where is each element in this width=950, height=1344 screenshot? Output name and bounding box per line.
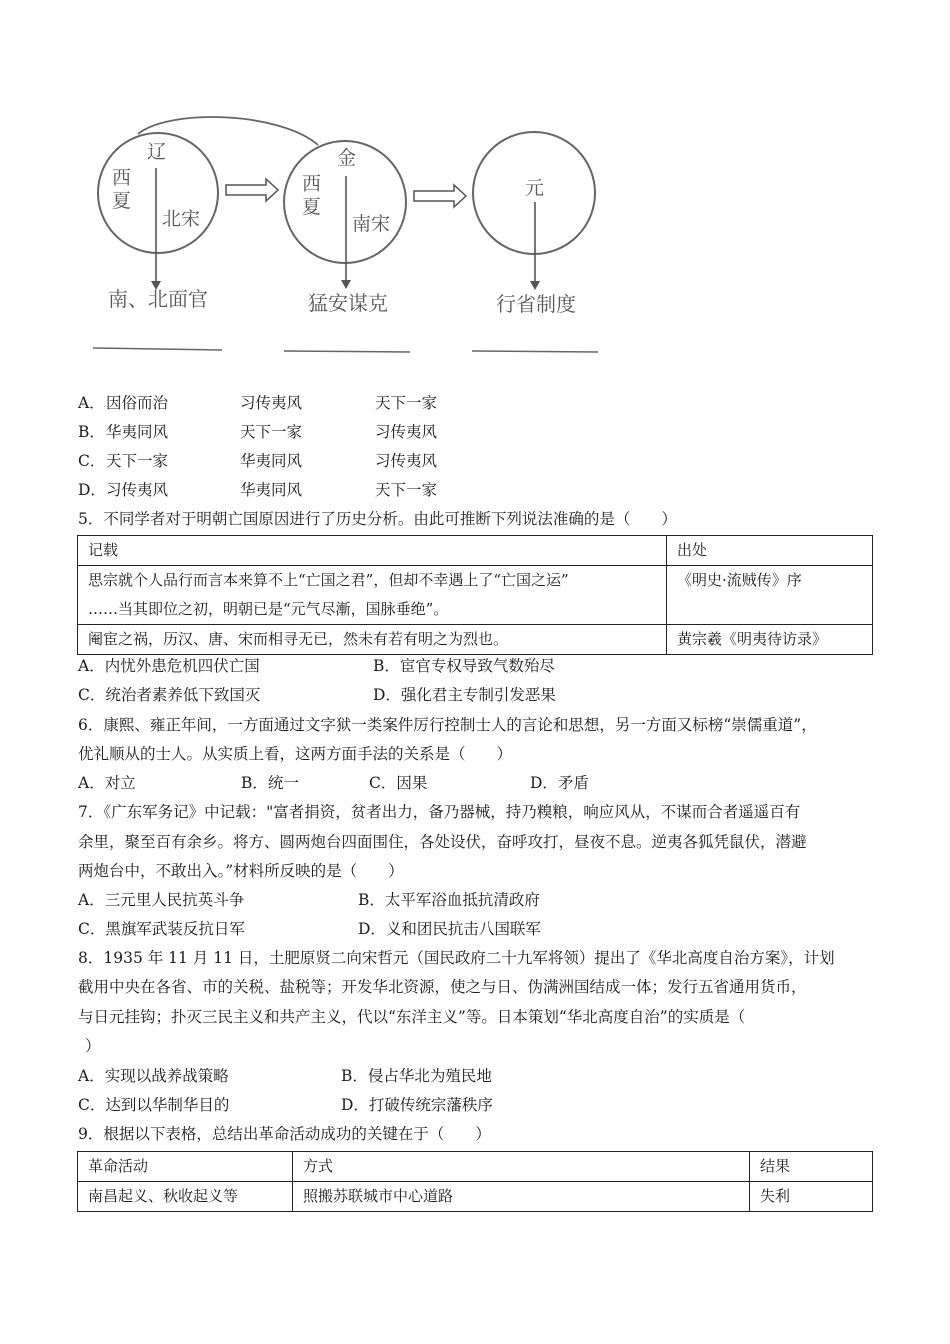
- dynasty-diagram: [0, 0, 950, 390]
- table-header: 革命活动: [78, 1152, 293, 1182]
- circle1-result: 南、北面官: [108, 287, 208, 311]
- table-row: [78, 566, 873, 625]
- q7-stem-line3: 两炮台中，不敢出入。”材料所反映的是（ ）: [78, 862, 404, 880]
- q5-option-c[interactable]: C．统治者素养低下致国灭: [78, 686, 261, 704]
- q6-option-a[interactable]: A．对立: [78, 774, 136, 792]
- q8-stem-line2: 截用中央在各省、市的关税、盐税等；开发华北资源，使之与日、伪满洲国结成一体；发行五省通用货币，: [78, 978, 807, 996]
- table-cell: 阉宦之祸，历汉、唐、宋而相寻无已，然未有若有明之为烈也。: [78, 625, 667, 655]
- circle2-result: 猛安谋克: [308, 291, 388, 315]
- table-cell: 思宗就个人品行而言本来算不上“亡国之君”，但却不幸遇上了“亡国之运” ……当其即位之初，明朝已是“元气尽漸，国脉垂绝”。: [78, 566, 667, 625]
- answer-blank-2: [284, 351, 410, 352]
- circle1-left2: 夏: [112, 190, 132, 212]
- table-cell: 《明史·流贼传》序: [667, 566, 873, 625]
- answer-blank-3: [472, 351, 598, 352]
- q9-table: [77, 1151, 873, 1212]
- q5-option-b[interactable]: B．宦官专权导致气数殆尽: [373, 657, 555, 675]
- table-cell: 黄宗羲《明夷待访录》: [667, 625, 873, 655]
- q5-stem: 5．不同学者对于明朝亡国原因进行了历史分析。由此可推断下列说法准确的是（ ）: [78, 510, 677, 528]
- q5-option-d[interactable]: D．强化君主专制引发恶果: [373, 686, 556, 704]
- circle3-result: 行省制度: [496, 292, 576, 316]
- table-cell: 南昌起义、秋收起义等: [78, 1182, 293, 1212]
- double-arrow-2: [414, 185, 466, 207]
- q8-stem-line4: ）: [85, 1037, 101, 1055]
- q6-option-b[interactable]: B．统一: [241, 774, 299, 792]
- q7-option-d[interactable]: D．义和团民抗击八国联军: [358, 920, 541, 938]
- table-cell: 照搬苏联城市中心道路: [293, 1182, 750, 1212]
- q7-stem-line1: 7．《广东军务记》中记载："富者捐资，贫者出力，备乃器械，持乃糗粮，响应风从，不谋而合者遥遥百有: [78, 803, 801, 821]
- table-header: 出处: [667, 536, 873, 566]
- table-cell: 失利: [750, 1182, 873, 1212]
- table-header: 方式: [293, 1152, 750, 1182]
- table-row: [78, 625, 873, 655]
- circle2-left1: 西: [302, 173, 322, 195]
- q9-stem: 9．根据以下表格，总结出革命活动成功的关键在于（ ）: [78, 1125, 491, 1143]
- table-header-row: [78, 536, 873, 566]
- q8-option-d[interactable]: D．打破传统宗藩秩序: [341, 1096, 493, 1114]
- table-header: 记载: [78, 536, 667, 566]
- q8-stem-line3: 与日元挂钩；扑灭三民主义和共产主义，代以“东洋主义”等。日本策划“华北高度自治”的实质是（: [78, 1008, 746, 1026]
- circle2-right: 南宋: [352, 213, 391, 235]
- q6-stem-line1: 6．康熙、雍正年间，一方面通过文字狱一类案件厉行控制士人的言论和思想，另一方面又标榜“崇儒重道”，: [78, 716, 817, 734]
- table-header-row: [78, 1152, 873, 1182]
- q7-option-a[interactable]: A．三元里人民抗英斗争: [78, 891, 245, 909]
- q8-stem-line1: 8．1935 年 11 月 11 日，土肥原贤二向宋哲元（国民政府二十九军将领）提出了《华北高度自治方案》，计划: [78, 949, 835, 967]
- circle1-right: 北宋: [162, 208, 201, 230]
- q8-option-b[interactable]: B．侵占华北为殖民地: [341, 1067, 492, 1085]
- q6-stem-line2: 优礼顺从的士人。从实质上看，这两方面手法的关系是（ ）: [78, 745, 513, 763]
- q8-option-a[interactable]: A．实现以战养战策略: [78, 1067, 229, 1085]
- answer-blank-1: [93, 348, 222, 350]
- q6-option-d[interactable]: D．矛盾: [530, 774, 589, 792]
- q7-option-c[interactable]: C．黑旗军武装反抗日军: [78, 920, 245, 938]
- circle2-left2: 夏: [302, 196, 322, 218]
- q7-option-b[interactable]: B．太平军浴血抵抗清政府: [358, 891, 540, 909]
- q7-stem-line2: 余里，聚至百有余乡。将方、圆两炮台四面围住，各处设伏，奋呼攻打，昼夜不息。逆夷各狐凭鼠伏，潜避: [78, 833, 807, 851]
- q6-option-c[interactable]: C．因果: [369, 774, 428, 792]
- q8-option-c[interactable]: C．达到以华制华目的: [78, 1096, 230, 1114]
- q5-table: [77, 535, 873, 655]
- q5-option-a[interactable]: A．内忧外患危机四伏亡国: [78, 657, 260, 675]
- circle3-top: 元: [525, 177, 545, 199]
- circle1-left1: 西: [112, 167, 132, 189]
- double-arrow-1: [226, 179, 278, 201]
- table-header: 结果: [750, 1152, 873, 1182]
- circle2-top: 金: [337, 147, 357, 169]
- circle1-top: 辽: [147, 141, 167, 163]
- table-row: [78, 1182, 873, 1212]
